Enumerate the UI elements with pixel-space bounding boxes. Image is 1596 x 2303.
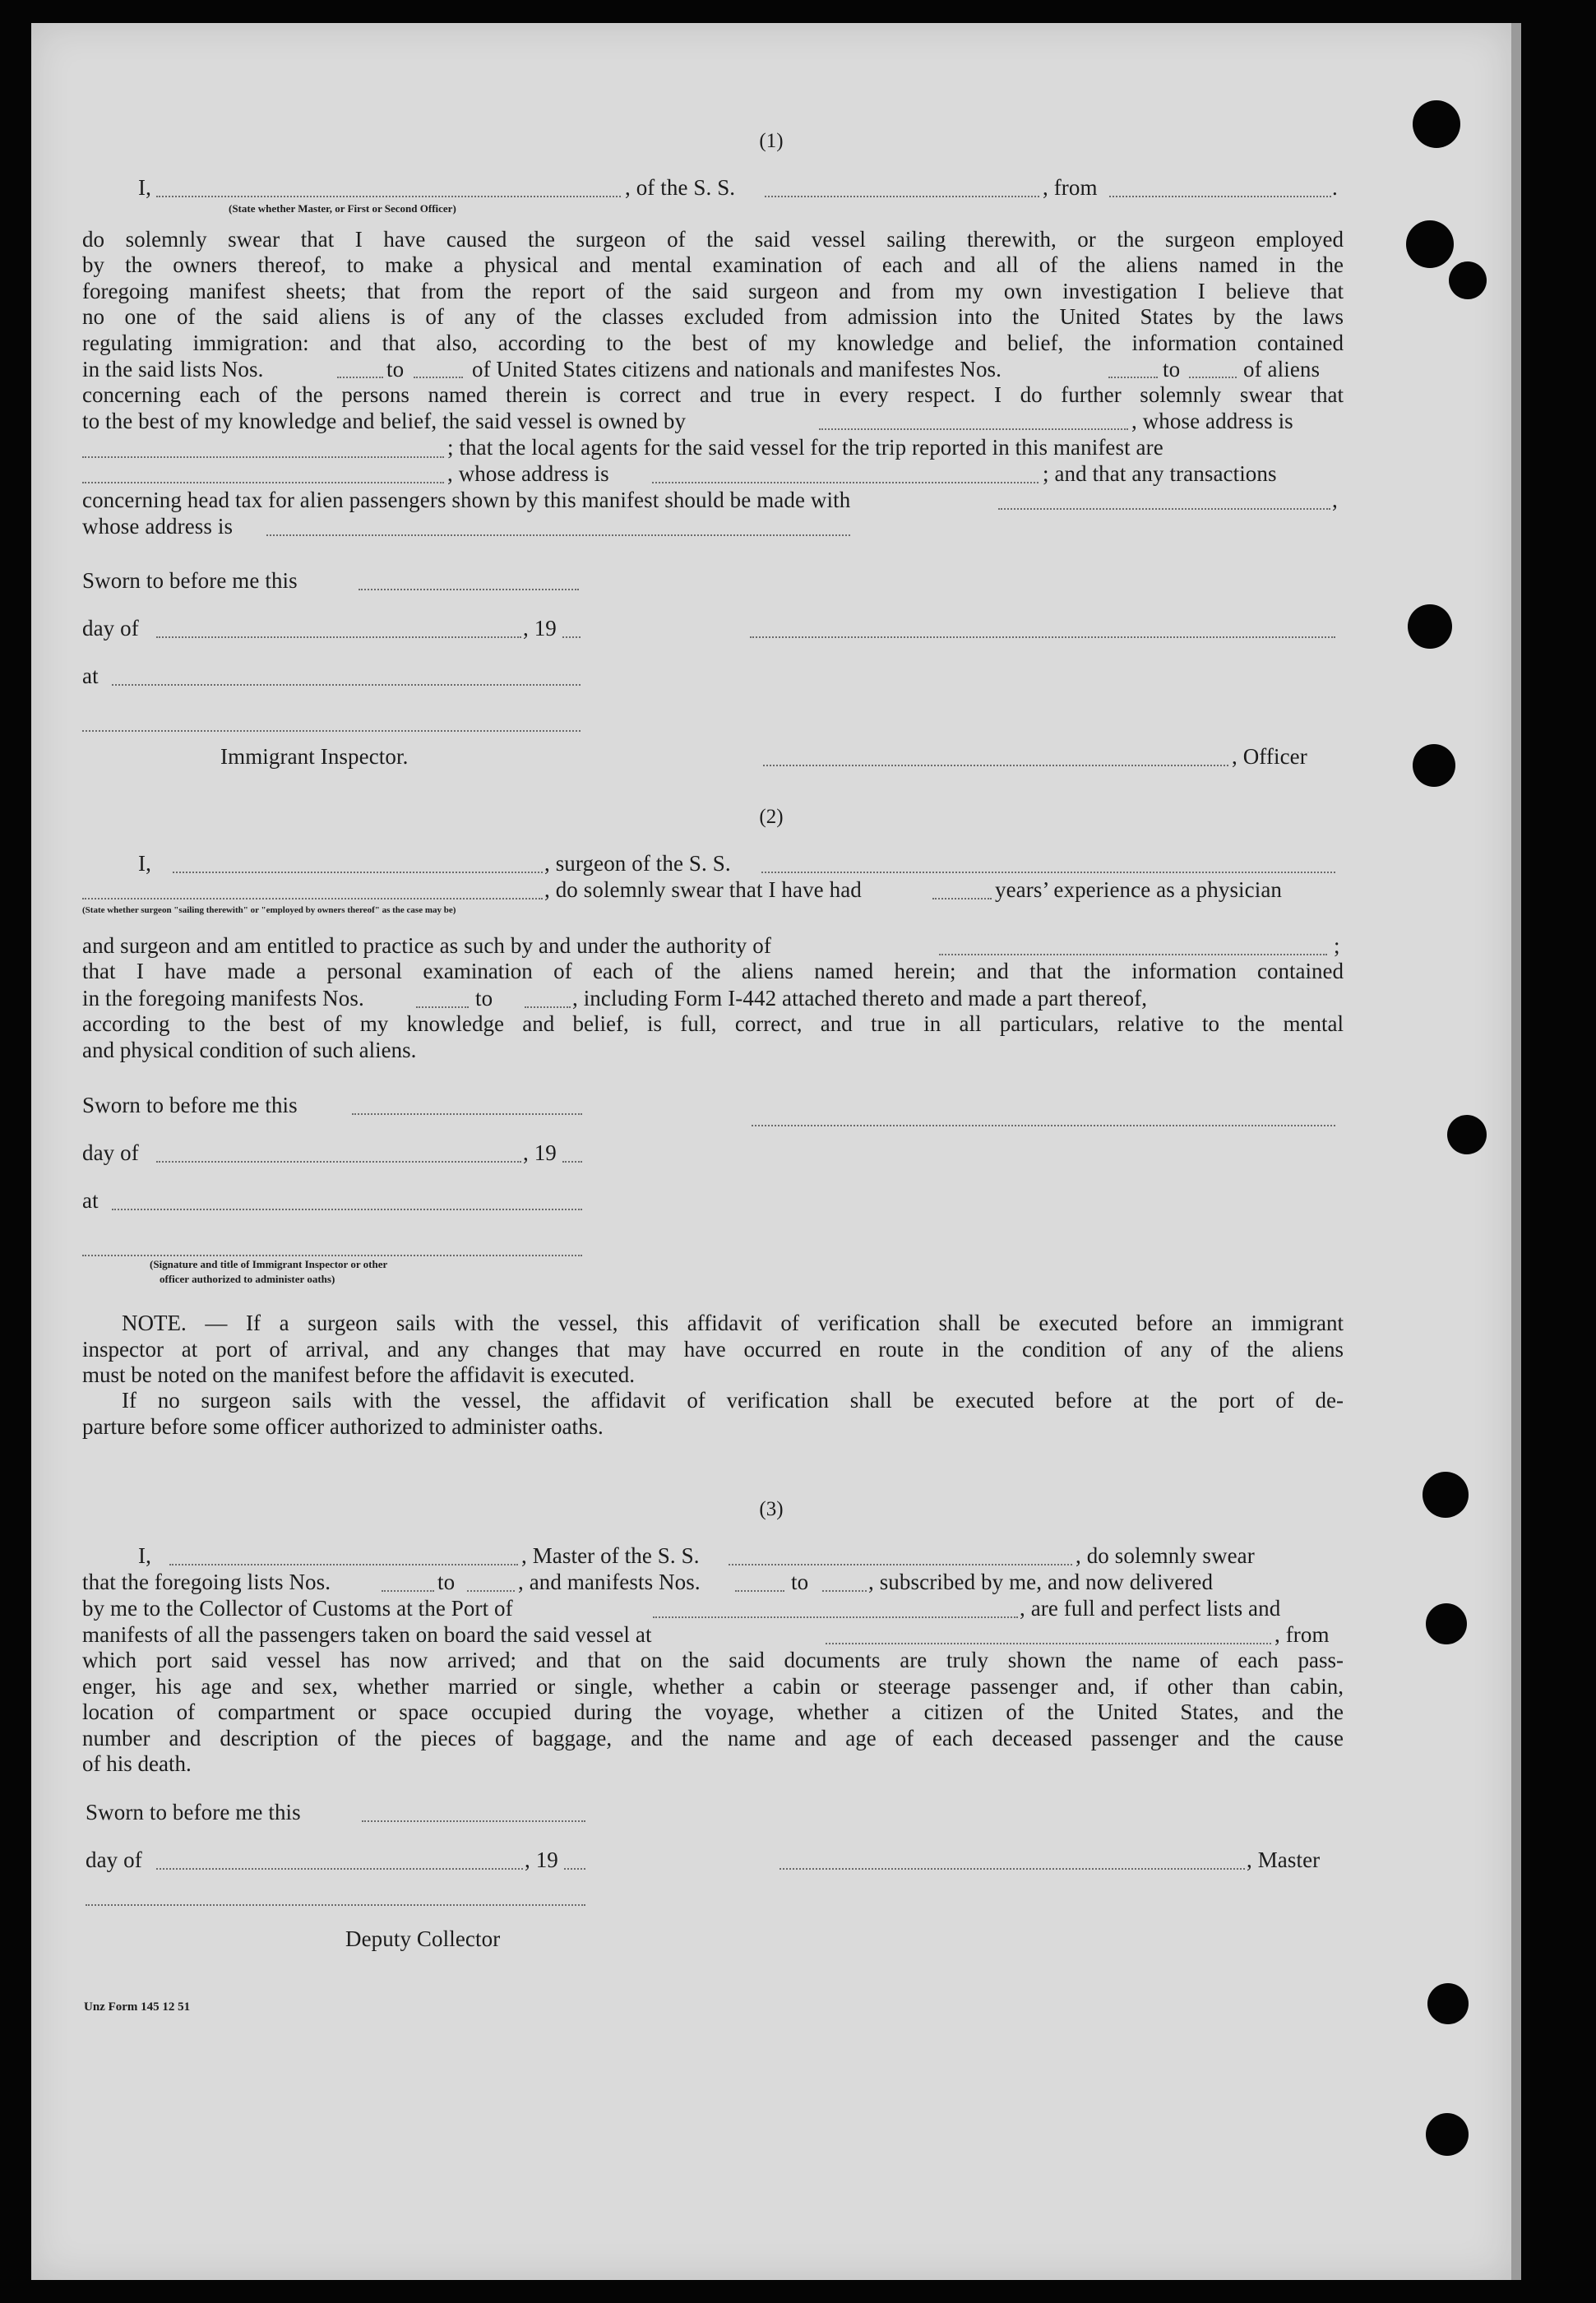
s2-surgeon-name-field[interactable] [173,872,543,873]
s1-officer-name-field-2[interactable] [763,765,1228,766]
s2-inspector-signature-field[interactable] [82,1255,582,1256]
s2-form-label: , including Form I-442 attached thereto and made a part thereof, [572,986,1148,1010]
s3-deputy-signature-field[interactable] [86,1904,585,1906]
s3-sworn-label: Sworn to before me this [86,1800,301,1824]
s1-owner-address-field[interactable] [82,456,444,458]
s2-manifests-label: in the foregoing manifests Nos. [82,986,364,1010]
s2-sworn-field[interactable] [352,1113,582,1115]
s2-authority-label: and surgeon and am entitled to practice as such by and under the authority of [82,933,771,958]
s1-manifests-to: to [1163,357,1181,382]
s2-surgeon-of-ss-label: , surgeon of the S. S. [544,851,731,876]
s2-surgeon-signature-field[interactable] [752,1125,1335,1126]
s1-concerning-line: concerning each of the persons named therein is correct and true in every respect. I do further solemnly swear that [82,382,1344,407]
s3-vessel-name-field[interactable] [729,1564,1072,1565]
s3-year-field[interactable] [564,1868,585,1870]
s1-day-of-label: day of [82,616,139,640]
s3para-line: number and description of the pieces of baggage, and the name and age of each deceased passenger and the cause [82,1725,1344,1750]
s3-deputy-label: Deputy Collector [345,1926,501,1951]
s3-port-label: by me to the Collector of Customs at the Port of [82,1596,513,1621]
s3-perfect-lists-label: , are full and perfect lists and [1020,1596,1281,1621]
s1-headtax-comma: , [1332,488,1338,512]
s1-lists-to: to [386,357,405,382]
s3-i-label: I, [138,1543,151,1568]
note-line: inspector at port of arrival, and any changes that may have occurred en route in the condition of any of the aliens [82,1336,1344,1362]
s2-sig-note-2: officer authorized to administer oaths) [160,1273,335,1285]
s1-transactions-label: ; and that any transactions [1043,461,1277,486]
s1-from-label: , from [1043,175,1098,200]
s2-manifests-to: to [475,986,493,1010]
s1-manifest-from-field[interactable] [1108,377,1158,378]
s1para-line: regulating immigration: and that also, according to the best of my knowledge and belief, the information contained [82,330,1344,355]
punch-hole [1406,220,1454,268]
page-edge [1511,23,1521,2280]
s3-list-from-field[interactable] [382,1590,434,1592]
s2-sig-note-1: (Signature and title of Immigrant Inspector or other [150,1258,388,1270]
s1-list-from-field[interactable] [337,377,383,378]
s1-agent-address-label: , whose address is [447,461,609,486]
s3para-line: which port said vessel has now arrived; and that on the said documents are truly shown the name of each pass- [82,1648,1344,1672]
s3-master-name-field[interactable] [169,1564,518,1565]
s2-years-label: years’ experience as a physician [995,877,1283,902]
s3-manifest-from-field[interactable] [735,1590,784,1592]
s3-master-signature-field[interactable] [779,1868,1245,1870]
s3-sworn-field[interactable] [362,1820,585,1822]
s2-day-of-label: day of [82,1140,139,1165]
s2-day-field[interactable] [156,1161,521,1163]
punch-hole [1426,2113,1469,2156]
s2-solemnly-label: , do solemnly swear that I have had [544,877,862,902]
s1-lists-label: in the said lists Nos. [82,357,264,382]
s2-year-field[interactable] [562,1161,582,1163]
s1-whose-address-label: whose address is [82,514,234,539]
punch-hole [1449,261,1487,299]
s1-year-field[interactable] [562,636,581,638]
manifest-affidavit-page: (1) I, , of the S. S. , from . (State whether Master, or First or Second Officer) do solemnly swear that I have caused the surgeon of the said vessel sailing therewith, or the surgeon employed by the owners thereof, to make a physical and mental examination of each and all of the aliens named in the foregoing manifest sheets; that from the report of the said surgeon and from my own investigation I believe that no one of the said aliens is of any of the classes excluded from admission into the United States by the laws regulating immigration: and that also, according to the best of my knowledge and belief, the information contained in the said lists Nos. to of United States citizens and nationals and manifestes Nos. to of aliens concerning each of the persons named therein is correct and true in every respect. I do further solemnly swear that to the best of my knowledge and belief, the said vessel is owned by , whose address is ; that the local agents for the said vessel for the trip reported in this manifest are , whose address is ; and that any transactions concerning head tax for alien passengers shown by this manifest should be made with , whose address is Sworn to before me this day of , 19 at Immigrant Inspector. , Officer (2) I, , surgeon of the S. S. , do solemnly swear that I have had years’ experience as a physician (State whether surgeon "sailing therewith" or "employed by owners thereof" as the case may be) and surgeon and am entitled to practice as such by and under the authority of ; that I have made a personal examination of each of the aliens named herein; and that the information contained in the foregoing manifests Nos. to , including Form I-442 attached thereto and made a part thereof, according to the best of my knowledge and belief, is full, correct, and true in all particulars, relative to the mental and physical condition of such aliens. Sworn to before me this day of , 19 at (Signature and title of Immigrant Inspector or other officer authorized to administer oaths) NOTE. — If a surgeon sails with the vessel, this affidavit of verification shall be executed before an immigrant inspector at port of arrival, and any changes that may have occurred en route in the condition of any of the aliens must be noted on the manifest before the affidavit is executed. If no surgeon sails with the vessel, the affidavit of verification shall be executed before at the port of de- parture before some officer authorized to administer oaths. (3) I, , Master of the S. S. , do solemnly swear that the foregoing lists Nos. to , and manifests Nos. to , subscribed by me, and now delivered by me to the Collector of Customs at the Port of , are full and perfect lists and manifests of all the passengers taken on board the said vessel at , from which port said vessel has now arrived; and that on the said documents are truly shown the name of each pass- enger, his age and sex, whether married or single, whether a cabin or steerage passenger and, if other than cabin, location of compartment or space occupied during the voyage, whether a citizen of the United States, and the number and description of the pieces of baggage, and the name and age of each deceased passenger and the cause of his death. Sworn to before me this day of , 19 , Master Deputy Collector Unz Form 145 12 51 [31,23,1511,2280]
s3-year-label: , 19 [525,1847,558,1872]
section-3-heading: (3) [759,1498,784,1520]
s3-manifest-to-field[interactable] [822,1590,867,1592]
s3-list-to-field[interactable] [467,1590,515,1592]
s2-authority-field[interactable] [939,954,1327,955]
s1-inspector-label: Immigrant Inspector. [220,744,409,769]
s3-manifests-to: to [791,1570,809,1594]
s1para-line: do solemnly swear that I have caused the surgeon of the said vessel sailing therewith, or the surgeon employed [82,227,1344,252]
punch-hole [1413,744,1455,787]
s3-taken-on-board-label: manifests of all the passengers taken on board the said vessel at [82,1622,652,1647]
s1-year-label: , 19 [523,616,557,640]
s3-lists-label: that the foregoing lists Nos. [82,1570,331,1594]
s3-embark-port-field[interactable] [826,1643,1271,1644]
section-2-heading: (2) [759,806,784,828]
section-1-heading: (1) [759,130,784,152]
s2-surgeon-status-field[interactable] [82,898,543,899]
s3para-line: enger, his age and sex, whether married or single, whether a cabin or steerage passenger and, if other than cabin, [82,1673,1344,1699]
s1-agents-label: ; that the local agents for the said vessel for the trip reported in this manifest are [447,435,1163,460]
s2para-line: according to the best of my knowledge and belief, is full, correct, and true in all particulars, relative to the mental [82,1011,1344,1036]
note-line: must be noted on the manifest before the affidavit is executed. [82,1362,636,1388]
s1-sworn-label: Sworn to before me this [82,568,298,593]
s3-master-label: , Master [1247,1847,1321,1872]
s1-officer-note: (State whether Master, or First or Second Officer) [229,202,456,215]
ifno-line: If no surgeon sails with the vessel, the affidavit of verification shall be executed before at the port of de- [122,1388,1344,1413]
s3-day-of-label: day of [86,1847,142,1872]
s1-headtax-label: concerning head tax for alien passengers shown by this manifest should be made with [82,488,851,512]
s2-vessel-name-field[interactable] [761,872,1335,873]
s1-officer-label: , Officer [1232,744,1307,769]
s1-agents-field[interactable] [82,482,444,483]
s2para-line: and physical condition of such aliens. [82,1037,417,1062]
punch-hole [1423,1472,1469,1518]
s1-of-aliens: of aliens [1243,357,1321,382]
s1-owner-field[interactable] [819,428,1128,430]
s1-headtax-contact-field[interactable] [998,508,1330,510]
form-id-footer: Unz Form 145 12 51 [84,2000,191,2014]
s1-at-label: at [82,664,99,688]
punch-hole [1427,1983,1469,2024]
s2-at-label: at [82,1188,99,1213]
s1-of-ss-label: , of the S. S. [625,175,736,200]
s1-officer-signature-field[interactable] [750,636,1335,638]
s3-port-field[interactable] [653,1616,1018,1618]
punch-hole [1447,1115,1487,1154]
s1para-line: by the owners thereof, to make a physical and mental examination of each and all of the aliens named in the [82,252,1344,278]
punch-hole [1408,604,1452,649]
s2-surgeon-note: (State whether surgeon "sailing therewith" or "employed by owners thereof" as the case may be) [82,905,456,915]
punch-hole [1426,1603,1467,1644]
s1-inspector-signature-field[interactable] [82,730,581,732]
s3-subscribed-label: , subscribed by me, and now delivered [868,1570,1214,1594]
ifno-line: parture before some officer authorized to administer oaths. [82,1413,604,1439]
punch-hole [1413,100,1460,148]
s2-year-label: , 19 [523,1140,557,1165]
s1-agent-address-field[interactable] [652,482,1039,483]
s2-manifest-from-field[interactable] [416,1006,469,1008]
s3-manifests-label: , and manifests Nos. [518,1570,701,1594]
s3-lists-to: to [437,1570,456,1594]
s1-from-port-field[interactable] [1109,196,1331,197]
s1-headtax-address-field[interactable] [266,534,850,536]
s1-day-field[interactable] [156,636,521,638]
s3-swear-label: , do solemnly swear [1076,1543,1255,1568]
s1-sworn-field[interactable] [359,589,579,590]
s1para-line: foregoing manifest sheets; that from the report of the said surgeon and from my own investigation I believe that [82,278,1344,303]
s2-at-field[interactable] [112,1209,582,1210]
s1-owner-address-label: , whose address is [1131,409,1293,433]
s1-manifests-label: of United States citizens and nationals and manifestes Nos. [472,357,1002,382]
s2-sworn-label: Sworn to before me this [82,1093,298,1117]
s2-authority-semicolon: ; [1334,933,1340,958]
s2-years-field[interactable] [932,898,992,899]
s3para-line: of his death. [82,1751,192,1777]
note-line: NOTE. — If a surgeon sails with the vessel, this affidavit of verification shall be executed before an immigrant [122,1311,1344,1335]
s1-list-to-field[interactable] [414,377,463,378]
s1para-line: no one of the said aliens is of any of the classes excluded from admission into the United States by the laws [82,304,1344,330]
s2-personal-line: that I have made a personal examination of each of the aliens named herein; and that the information contained [82,959,1344,983]
s2-i-label: I, [138,851,151,876]
s1-manifest-to-field[interactable] [1189,377,1237,378]
s1-at-field[interactable] [112,684,581,686]
s3-day-field[interactable] [156,1868,523,1870]
s1-owned-label: to the best of my knowledge and belief, the said vessel is owned by [82,409,687,433]
s1-i-label: I, [138,175,151,200]
s3para-line: location of compartment or space occupied during the voyage, whether a citizen of the United States, and the [82,1700,1344,1725]
s1-vessel-name-field[interactable] [765,196,1039,197]
s2-manifest-to-field[interactable] [525,1006,571,1008]
s1-officer-name-field[interactable] [156,196,621,197]
s3-from-label: , from [1274,1622,1330,1647]
s3-master-of-ss-label: , Master of the S. S. [521,1543,700,1568]
